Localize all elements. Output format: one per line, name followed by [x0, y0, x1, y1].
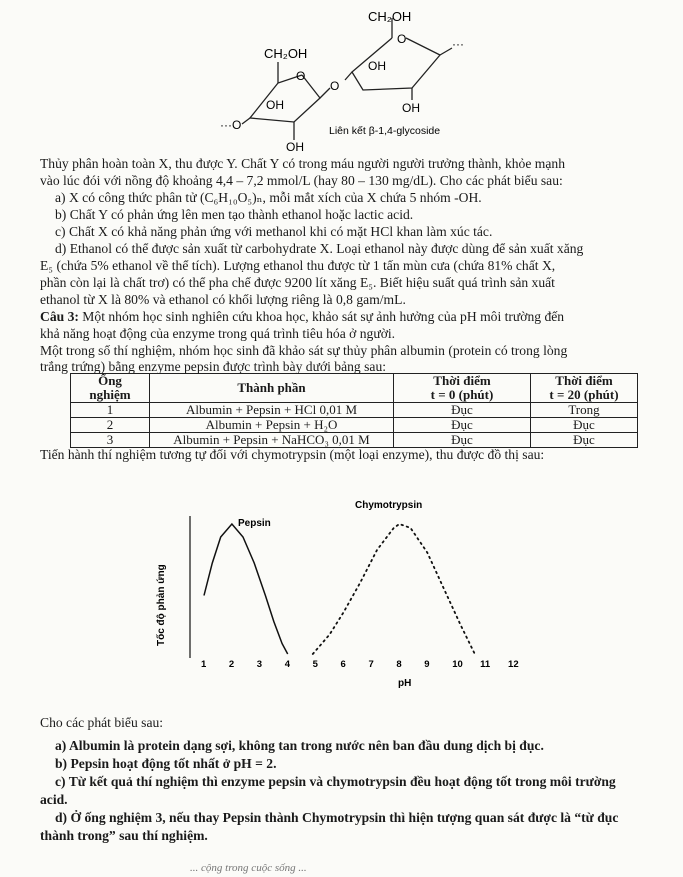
question-3-label: Câu 3: — [40, 309, 79, 324]
x-tick-label: 3 — [256, 659, 263, 670]
series-label-pepsin: Pepsin — [238, 518, 271, 529]
hydroxyl-label: OH — [266, 98, 284, 112]
cellulose-structure — [190, 0, 490, 152]
table-header-row — [71, 374, 638, 403]
q3-statement-d-line-1: d) Ở ống nghiệm 3, nếu thay Pepsin thành Chymotrypsin thì hiện tượng quan sát được là “từ đục — [55, 810, 619, 825]
table-row: 3 Albumin + Pepsin + NaHCO₃ 0,01 M Đục Đục — [71, 433, 638, 448]
x-tick-label: 1 — [200, 659, 207, 670]
ch2oh-top-label: CH₂OH — [368, 9, 412, 24]
statement-d-line-3: phần còn lại là chất trơ) có thể pha chế được 9200 lít xăng E₅. Biết hiệu suất quá trình sản xuất — [40, 275, 555, 290]
x-tick-label: 6 — [340, 659, 346, 670]
x-tick-label: 11 — [480, 659, 491, 670]
hydroxyl-label: OH — [368, 59, 386, 73]
chart-title: Chymotrypsin — [355, 500, 423, 511]
header-tube: Ống nghiệm — [71, 374, 150, 403]
x-tick-label: 8 — [396, 659, 402, 670]
ch2oh-left-label: CH₂OH — [264, 46, 308, 61]
statement-d-line-4: ethanol từ X là 80% và ethanol có khối lượng riêng là 0,8 gam/mL. — [40, 292, 406, 307]
series-line-pepsin — [204, 524, 288, 654]
statements-intro: Cho các phát biểu sau: — [40, 715, 164, 730]
question-3-line-1: Câu 3: Một nhóm học sinh nghiên cứu khoa học, khảo sát sự ảnh hưởng của pH môi trường đến — [40, 309, 565, 324]
intro-line-1: Thủy phân hoàn toàn X, thu được Y. Chất Y có trong máu người người trưởng thành, khỏe mạnh — [40, 156, 565, 171]
header-time-20: Thời điểm t = 20 (phút) — [531, 374, 638, 403]
header-time-0: Thời điểm t = 0 (phút) — [394, 374, 531, 403]
hydroxyl-label: OH — [286, 140, 304, 152]
statement-d-line-2: E₅ (chứa 5% ethanol về thể tích). Lượng ethanol thu được từ 1 tấn mùn cưa (chứa 81% chất X, — [40, 258, 556, 273]
intro-line-2: vào lúc đói với nồng độ khoảng 4,4 – 7,2 mmol/L (hay 80 – 130 mg/dL). Cho các phát biểu sau: — [40, 173, 563, 188]
ph-activity-chart — [150, 496, 530, 696]
q3-statement-b: b) Pepsin hoạt động tốt nhất ở pH = 2. — [55, 756, 277, 771]
statement-d-line-1: d) Ethanol có thể được sản xuất từ carbohydrate X. Loại ethanol này được dùng để sản xuất xăng — [55, 241, 584, 256]
y-axis-label: Tốc độ phản ứng — [156, 564, 167, 646]
bridge-oxygen-label: O — [330, 79, 340, 93]
hydroxyl-label: OH — [402, 101, 420, 115]
q3-statement-a: a) Albumin là protein dạng sợi, không tan trong nước nên ban đầu dung dịch bị đục. — [55, 738, 544, 753]
ring-oxygen-label: O — [296, 69, 306, 83]
bond-label: Liên kết β-1,4-glycoside — [329, 125, 441, 137]
q3-statement-c-line-1: c) Từ kết quả thí nghiệm thì enzyme pepsin và chymotrypsin đều hoạt động tốt trong môi trường — [55, 774, 616, 789]
table-row: 1 Albumin + Pepsin + HCl 0,01 M Đục Trong — [71, 403, 638, 418]
question-3-line-4: trắng trứng) bằng enzyme pepsin được trình bày dưới bảng sau: — [40, 359, 387, 374]
experiment-table — [70, 373, 638, 448]
x-axis-label: pH — [398, 678, 412, 689]
after-table-text: Tiến hành thí nghiệm tương tự đối với chymotrypsin (một loại enzyme), thu được đồ thị sau: — [40, 447, 545, 462]
x-tick-label: 10 — [452, 659, 463, 670]
chain-end-right: ··· — [452, 37, 464, 51]
q3-statement-c-line-2: acid. — [40, 792, 68, 807]
question-3-line-3: Một trong số thí nghiệm, nhóm học sinh đã khảo sát sự thủy phân albumin (protein có trong lòng — [40, 343, 568, 358]
x-tick-label: 7 — [368, 659, 374, 670]
chain-end-left: ···O — [220, 118, 242, 132]
x-tick-label: 12 — [508, 659, 519, 670]
table-row: 2 Albumin + Pepsin + H₂O Đục Đục — [71, 418, 638, 433]
footer-fragment: ... cộng trong cuộc sống ... — [190, 862, 307, 874]
ring-oxygen-label: O — [397, 32, 407, 46]
q3-statement-d-line-2: thành trong” sau thí nghiệm. — [40, 828, 208, 843]
x-tick-label: 4 — [284, 659, 291, 670]
statement-b: b) Chất Y có phản ứng lên men tạo thành ethanol hoặc lactic acid. — [55, 207, 414, 222]
x-tick-label: 5 — [312, 659, 318, 670]
question-3-line-2: khả năng hoạt động của enzyme trong quá trình tiêu hóa ở người. — [40, 326, 396, 341]
statement-c: c) Chất X có khả năng phản ứng với methanol khi có mặt HCl khan làm xúc tác. — [55, 224, 493, 239]
x-tick-label: 2 — [228, 659, 235, 670]
header-composition: Thành phần — [150, 374, 394, 403]
series-line-chymotrypsin — [313, 524, 475, 654]
x-tick-label: 9 — [424, 659, 430, 670]
statement-a: a) X có công thức phân tử (C₆H₁₀O₅)ₙ, mỗi mắt xích của X chứa 5 nhóm -OH. — [55, 190, 482, 205]
